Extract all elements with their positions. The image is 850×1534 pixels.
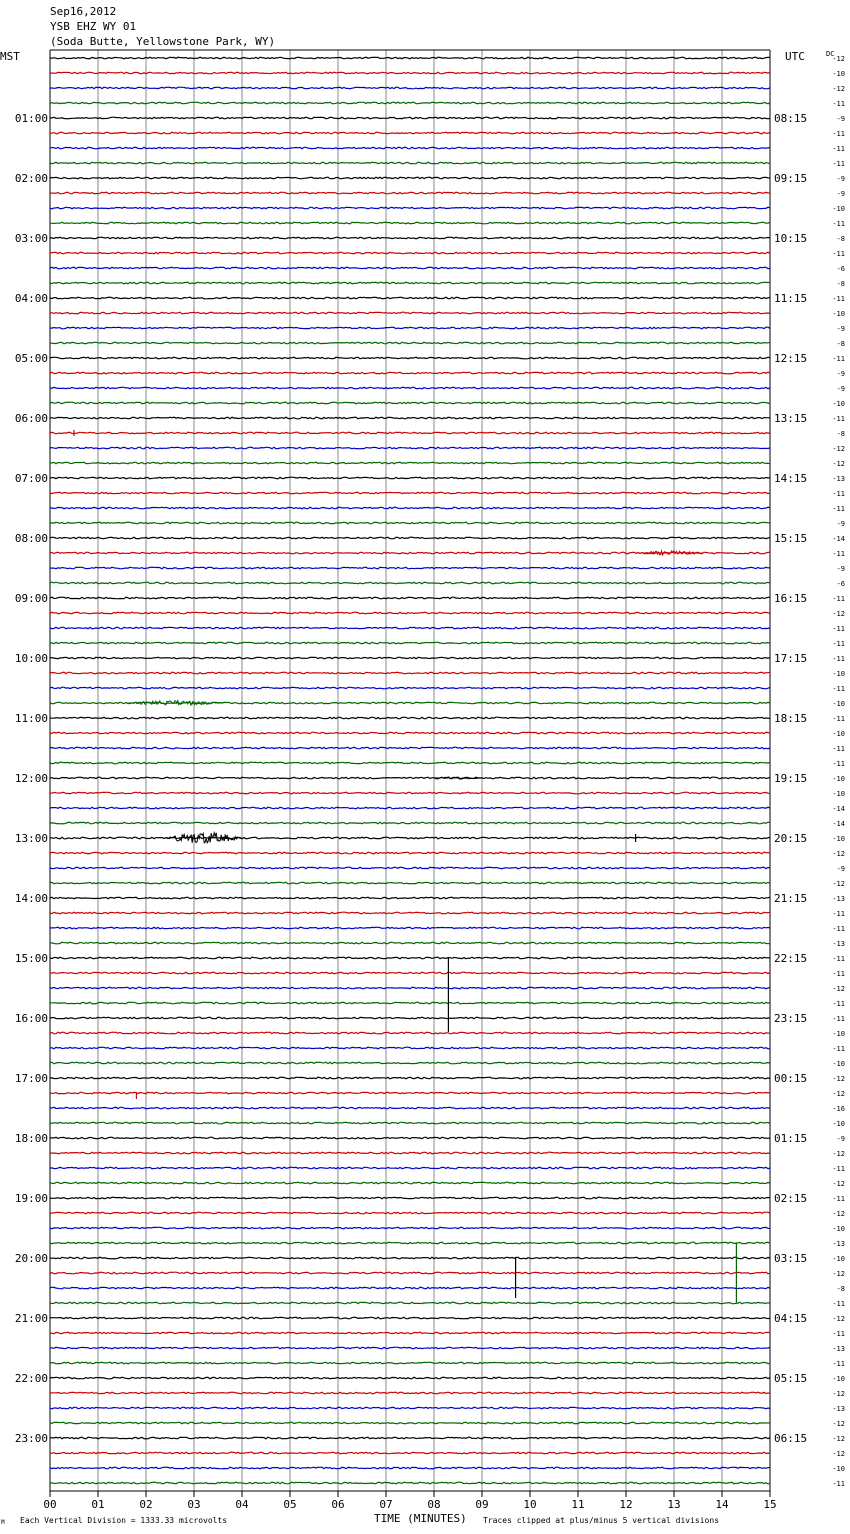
dc-offset-label: -8 — [836, 1285, 845, 1293]
seismic-trace — [50, 1017, 770, 1019]
seismic-trace — [50, 1182, 770, 1184]
seismic-trace — [50, 1317, 770, 1319]
dc-offset-label: -12 — [832, 55, 845, 63]
seismic-trace — [50, 897, 770, 899]
dc-offset-label: -11 — [832, 925, 845, 933]
hour-label-utc: 01:15 — [774, 1132, 808, 1145]
hour-label-utc: 19:15 — [774, 772, 808, 785]
hour-label-utc: 09:15 — [774, 172, 808, 185]
dc-offset-label: -12 — [832, 1435, 845, 1443]
axis-labels — [0, 50, 845, 1526]
dc-offset-label: -11 — [832, 145, 845, 153]
seismic-trace — [50, 732, 770, 734]
seismic-trace — [50, 1392, 770, 1394]
dc-offset-label: -10 — [832, 1225, 845, 1233]
hour-label-mst: 17:00 — [14, 1072, 48, 1085]
dc-offset-label: -9 — [836, 385, 845, 393]
seismic-trace — [50, 627, 770, 629]
seismic-trace — [50, 867, 770, 869]
hour-label-utc: 21:15 — [774, 892, 808, 905]
dc-offset-label: -10 — [832, 790, 845, 798]
dc-offset-label: -8 — [836, 430, 845, 438]
seismic-trace — [50, 1002, 770, 1004]
dc-offset-label: -11 — [832, 1480, 845, 1488]
dc-offset-label: -10 — [832, 1120, 845, 1128]
dc-offset-label: -10 — [832, 1465, 845, 1473]
dc-offset-label: -10 — [832, 1060, 845, 1068]
seismic-trace — [50, 1107, 770, 1109]
dc-offset-label: -10 — [832, 1255, 845, 1263]
hour-label-utc: 06:15 — [774, 1432, 808, 1445]
dc-offset-label: -12 — [832, 1315, 845, 1323]
seismic-trace — [50, 582, 770, 584]
seismic-trace — [50, 852, 770, 854]
seismic-trace — [50, 282, 770, 284]
hour-label-mst: 02:00 — [14, 172, 48, 185]
seismic-trace — [50, 807, 770, 809]
seismic-trace — [50, 1047, 770, 1049]
tick-labels — [43, 1491, 776, 1511]
hour-label-utc: 11:15 — [774, 292, 808, 305]
x-tick-label: 02 — [139, 1498, 153, 1511]
dc-offset-label: -13 — [832, 895, 845, 903]
dc-offset-label: -12 — [832, 1420, 845, 1428]
dc-offset-label: -12 — [832, 880, 845, 888]
dc-offset-label: -8 — [836, 280, 845, 288]
hour-label-mst: 01:00 — [14, 112, 48, 125]
dc-offset-label: -11 — [832, 1000, 845, 1008]
seismic-trace — [50, 822, 770, 824]
hour-label-utc: 22:15 — [774, 952, 808, 965]
dc-offset-label: -10 — [832, 205, 845, 213]
seismic-trace — [50, 1482, 770, 1484]
x-tick-label: 10 — [523, 1498, 537, 1511]
seismic-trace — [50, 432, 770, 434]
dc-offset-label: -12 — [832, 1090, 845, 1098]
seismic-trace — [50, 1122, 770, 1124]
x-tick-label: 01 — [91, 1498, 105, 1511]
seismic-trace — [50, 417, 770, 419]
dc-offset-label: -11 — [832, 490, 845, 498]
seismic-trace — [50, 177, 770, 179]
seismic-trace — [50, 237, 770, 239]
seismic-trace — [50, 1467, 770, 1469]
seismic-trace — [50, 507, 770, 509]
hour-label-mst: 18:00 — [14, 1132, 48, 1145]
seismic-trace — [50, 1407, 770, 1409]
seismic-trace — [50, 1167, 770, 1169]
seismic-trace — [50, 342, 770, 344]
seismic-trace — [50, 1362, 770, 1364]
dc-offset-label: -9 — [836, 325, 845, 333]
dc-offset-label: -11 — [832, 250, 845, 258]
seismic-trace — [50, 972, 770, 974]
seismic-trace — [50, 162, 770, 164]
x-tick-label: 00 — [43, 1498, 57, 1511]
dc-offset-label: -10 — [832, 775, 845, 783]
hour-label-mst: 09:00 — [14, 592, 48, 605]
seismic-trace — [50, 312, 770, 314]
hour-label-mst: 20:00 — [14, 1252, 48, 1265]
dc-offset-label: -12 — [832, 1180, 845, 1188]
seismic-trace — [50, 357, 770, 359]
chart-header-date: Sep16,2012 — [50, 5, 117, 18]
x-tick-label: 11 — [571, 1498, 585, 1511]
dc-offset-label: -12 — [832, 1150, 845, 1158]
hour-label-utc: 14:15 — [774, 472, 808, 485]
seismic-trace — [50, 87, 770, 89]
seismic-trace — [50, 747, 770, 749]
seismic-trace — [50, 1227, 770, 1229]
seismic-trace — [50, 522, 770, 524]
dc-offset-label: -9 — [836, 520, 845, 528]
hour-label-mst: 21:00 — [14, 1312, 48, 1325]
dc-offset-label: -12 — [832, 445, 845, 453]
x-tick-label: 13 — [667, 1498, 681, 1511]
hour-label-utc: 16:15 — [774, 592, 808, 605]
seismic-trace — [50, 1062, 770, 1064]
hour-label-mst: 07:00 — [14, 472, 48, 485]
dc-offset-label: -10 — [832, 400, 845, 408]
dc-offset-label: -12 — [832, 1390, 845, 1398]
dc-offset-label: -12 — [832, 460, 845, 468]
dc-offset-label: -13 — [832, 1240, 845, 1248]
seismic-trace — [50, 297, 770, 299]
dc-offset-label: -9 — [836, 370, 845, 378]
seismic-trace — [50, 687, 770, 689]
dc-offset-label: -14 — [832, 805, 845, 813]
hour-label-utc: 04:15 — [774, 1312, 808, 1325]
seismic-trace — [50, 1077, 770, 1079]
seismic-trace — [50, 882, 770, 884]
seismic-trace — [50, 402, 770, 404]
dc-offset-label: -11 — [832, 1360, 845, 1368]
dc-offset-label: -10 — [832, 310, 845, 318]
seismic-trace — [50, 57, 770, 59]
dc-offset-label: -10 — [832, 670, 845, 678]
dc-offset-label: -11 — [832, 910, 845, 918]
dc-offset-label: -8 — [836, 340, 845, 348]
dc-offset-label: -14 — [832, 535, 845, 543]
seismic-trace — [50, 117, 770, 119]
dc-offset-label: -13 — [832, 1405, 845, 1413]
seismic-trace — [50, 1452, 770, 1454]
x-tick-label: 09 — [475, 1498, 489, 1511]
seismic-trace — [50, 477, 770, 479]
seismic-trace — [50, 792, 770, 794]
scale-note: Each Vertical Division = 1333.33 microvolts — [20, 1516, 228, 1525]
dc-offset-label: -11 — [832, 355, 845, 363]
hour-label-mst: 06:00 — [14, 412, 48, 425]
chart-header-station: YSB EHZ WY 01 — [50, 20, 137, 33]
hour-label-mst: 03:00 — [14, 232, 48, 245]
dc-offset-label: -12 — [832, 985, 845, 993]
hour-label-utc: 15:15 — [774, 532, 808, 545]
hour-label-mst: 19:00 — [14, 1192, 48, 1205]
dc-offset-label: -10 — [832, 835, 845, 843]
dc-offset-label: -13 — [832, 940, 845, 948]
x-tick-label: 06 — [331, 1498, 345, 1511]
hour-label-utc: 18:15 — [774, 712, 808, 725]
dc-offset-label: -11 — [832, 745, 845, 753]
dc-offset-label: -11 — [832, 295, 845, 303]
hour-label-mst: 16:00 — [14, 1012, 48, 1025]
hour-label-utc: 20:15 — [774, 832, 808, 845]
dc-offset-label: -13 — [832, 475, 845, 483]
dc-offset-label: -9 — [836, 1135, 845, 1143]
dc-offset-label: -11 — [832, 970, 845, 978]
seismic-trace — [50, 372, 770, 374]
dc-offset-label: -11 — [832, 130, 845, 138]
dc-offset-label: -12 — [832, 1270, 845, 1278]
seismic-trace — [50, 222, 770, 224]
dc-offset-label: -11 — [832, 100, 845, 108]
dc-offset-label: -11 — [832, 220, 845, 228]
dc-offset-label: -10 — [832, 730, 845, 738]
corner-mark: M — [1, 1519, 5, 1526]
dc-offset-label: -8 — [836, 235, 845, 243]
seismic-trace — [50, 597, 770, 599]
dc-offset-label: -11 — [832, 160, 845, 168]
hour-label-utc: 03:15 — [774, 1252, 808, 1265]
seismic-trace — [50, 1332, 770, 1334]
seismic-trace — [50, 192, 770, 194]
dc-offset-label: -9 — [836, 565, 845, 573]
seismic-trace — [50, 717, 770, 719]
seismic-trace — [50, 267, 770, 269]
hour-label-utc: 05:15 — [774, 1372, 808, 1385]
dc-offset-label: -11 — [832, 505, 845, 513]
x-tick-label: 14 — [715, 1498, 729, 1511]
dc-offset-label: -14 — [832, 820, 845, 828]
dc-offset-label: -11 — [832, 1195, 845, 1203]
dc-offset-label: -10 — [832, 70, 845, 78]
dc-offset-label: -6 — [836, 580, 845, 588]
seismic-trace — [50, 642, 770, 644]
dc-offset-label: -11 — [832, 955, 845, 963]
seismic-trace — [50, 102, 770, 104]
seismic-trace — [50, 1287, 770, 1289]
hour-label-mst: 14:00 — [14, 892, 48, 905]
seismic-trace — [50, 957, 770, 959]
seismic-trace — [50, 777, 770, 779]
dc-offset-label: -11 — [832, 1015, 845, 1023]
seismic-traces — [50, 57, 770, 1484]
dc-offset-label: -16 — [832, 1105, 845, 1113]
seismic-trace — [50, 837, 770, 839]
chart-header-location: (Soda Butte, Yellowstone Park, WY) — [50, 35, 276, 48]
dc-offset-label: -11 — [832, 655, 845, 663]
seismic-trace — [50, 1242, 770, 1244]
dc-offset-label: -11 — [832, 715, 845, 723]
seismic-trace — [50, 927, 770, 929]
dc-offset-label: -12 — [832, 610, 845, 618]
seismic-trace — [50, 987, 770, 989]
x-tick-label: 08 — [427, 1498, 441, 1511]
seismic-trace — [50, 1347, 770, 1349]
seismic-trace — [50, 252, 770, 254]
seismic-trace — [50, 1377, 770, 1379]
dc-offset-label: -9 — [836, 175, 845, 183]
dc-offset-label: -9 — [836, 115, 845, 123]
right-axis-title: UTC — [785, 50, 805, 63]
seismic-trace — [50, 1092, 770, 1094]
hour-label-utc: 10:15 — [774, 232, 808, 245]
hour-label-mst: 04:00 — [14, 292, 48, 305]
hour-label-utc: 02:15 — [774, 1192, 808, 1205]
dc-offset-label: -11 — [832, 595, 845, 603]
hour-label-mst: 08:00 — [14, 532, 48, 545]
dc-offset-label: -12 — [832, 1075, 845, 1083]
left-axis-title: MST — [0, 50, 20, 63]
x-tick-label: 12 — [619, 1498, 633, 1511]
seismic-trace — [50, 1272, 770, 1274]
x-axis-title: TIME (MINUTES) — [374, 1512, 467, 1525]
dc-offset-label: -12 — [832, 85, 845, 93]
dc-offset-label: -9 — [836, 190, 845, 198]
seismic-trace — [50, 1422, 770, 1424]
dc-offset-label: -12 — [832, 1450, 845, 1458]
seismic-trace — [50, 327, 770, 329]
seismic-trace — [50, 612, 770, 614]
hour-label-mst: 12:00 — [14, 772, 48, 785]
dc-offset-label: -11 — [832, 625, 845, 633]
seismic-trace — [50, 1197, 770, 1199]
seismic-events — [74, 430, 736, 1303]
seismic-trace — [50, 1302, 770, 1304]
seismic-trace — [50, 387, 770, 389]
seismic-trace — [50, 72, 770, 74]
hour-label-utc: 12:15 — [774, 352, 808, 365]
clip-note: Traces clipped at plus/minus 5 vertical divisions — [483, 1516, 720, 1525]
seismic-trace — [50, 672, 770, 674]
dc-offset-label: -11 — [832, 1165, 845, 1173]
seismic-trace — [50, 447, 770, 449]
seismic-trace — [50, 207, 770, 209]
hour-label-utc: 23:15 — [774, 1012, 808, 1025]
hour-label-mst: 11:00 — [14, 712, 48, 725]
hour-label-utc: 17:15 — [774, 652, 808, 665]
dc-offset-title: DC — [826, 50, 835, 58]
x-tick-label: 07 — [379, 1498, 393, 1511]
seismic-trace — [50, 132, 770, 134]
hour-label-mst: 22:00 — [14, 1372, 48, 1385]
x-tick-label: 15 — [763, 1498, 777, 1511]
hour-label-utc: 13:15 — [774, 412, 808, 425]
seismic-trace — [50, 657, 770, 659]
dc-offset-label: -11 — [832, 550, 845, 558]
seismic-trace — [50, 912, 770, 914]
dc-offset-label: -10 — [832, 1375, 845, 1383]
seismic-trace — [50, 462, 770, 464]
hour-label-mst: 23:00 — [14, 1432, 48, 1445]
dc-offset-label: -11 — [832, 1330, 845, 1338]
seismic-trace — [50, 537, 770, 539]
seismic-trace — [50, 492, 770, 494]
dc-offset-label: -11 — [832, 760, 845, 768]
seismic-trace — [50, 1032, 770, 1034]
dc-offset-label: -11 — [832, 1045, 845, 1053]
dc-offset-label: -10 — [832, 1030, 845, 1038]
seismic-trace — [50, 567, 770, 569]
dc-offset-label: -6 — [836, 265, 845, 273]
hour-label-utc: 08:15 — [774, 112, 808, 125]
hour-label-utc: 00:15 — [774, 1072, 808, 1085]
dc-offset-label: -11 — [832, 685, 845, 693]
seismic-trace — [50, 147, 770, 149]
dc-offset-label: -11 — [832, 1300, 845, 1308]
hour-label-mst: 13:00 — [14, 832, 48, 845]
dc-offset-label: -11 — [832, 640, 845, 648]
hour-label-mst: 05:00 — [14, 352, 48, 365]
seismic-trace — [50, 942, 770, 944]
dc-offset-label: -12 — [832, 1210, 845, 1218]
dc-offset-label: -13 — [832, 1345, 845, 1353]
dc-offset-label: -10 — [832, 700, 845, 708]
x-tick-label: 04 — [235, 1498, 249, 1511]
seismic-trace — [50, 1212, 770, 1214]
seismic-trace — [50, 1257, 770, 1259]
dc-offset-label: -11 — [832, 415, 845, 423]
seismic-trace — [50, 762, 770, 764]
dc-offset-label: -9 — [836, 865, 845, 873]
hour-label-mst: 15:00 — [14, 952, 48, 965]
x-tick-label: 03 — [187, 1498, 201, 1511]
dc-offset-label: -12 — [832, 850, 845, 858]
seismic-trace — [50, 1152, 770, 1154]
seismic-trace — [50, 1137, 770, 1139]
hour-label-mst: 10:00 — [14, 652, 48, 665]
x-tick-label: 05 — [283, 1498, 297, 1511]
grid-lines — [50, 50, 770, 1491]
seismic-trace — [50, 1437, 770, 1439]
